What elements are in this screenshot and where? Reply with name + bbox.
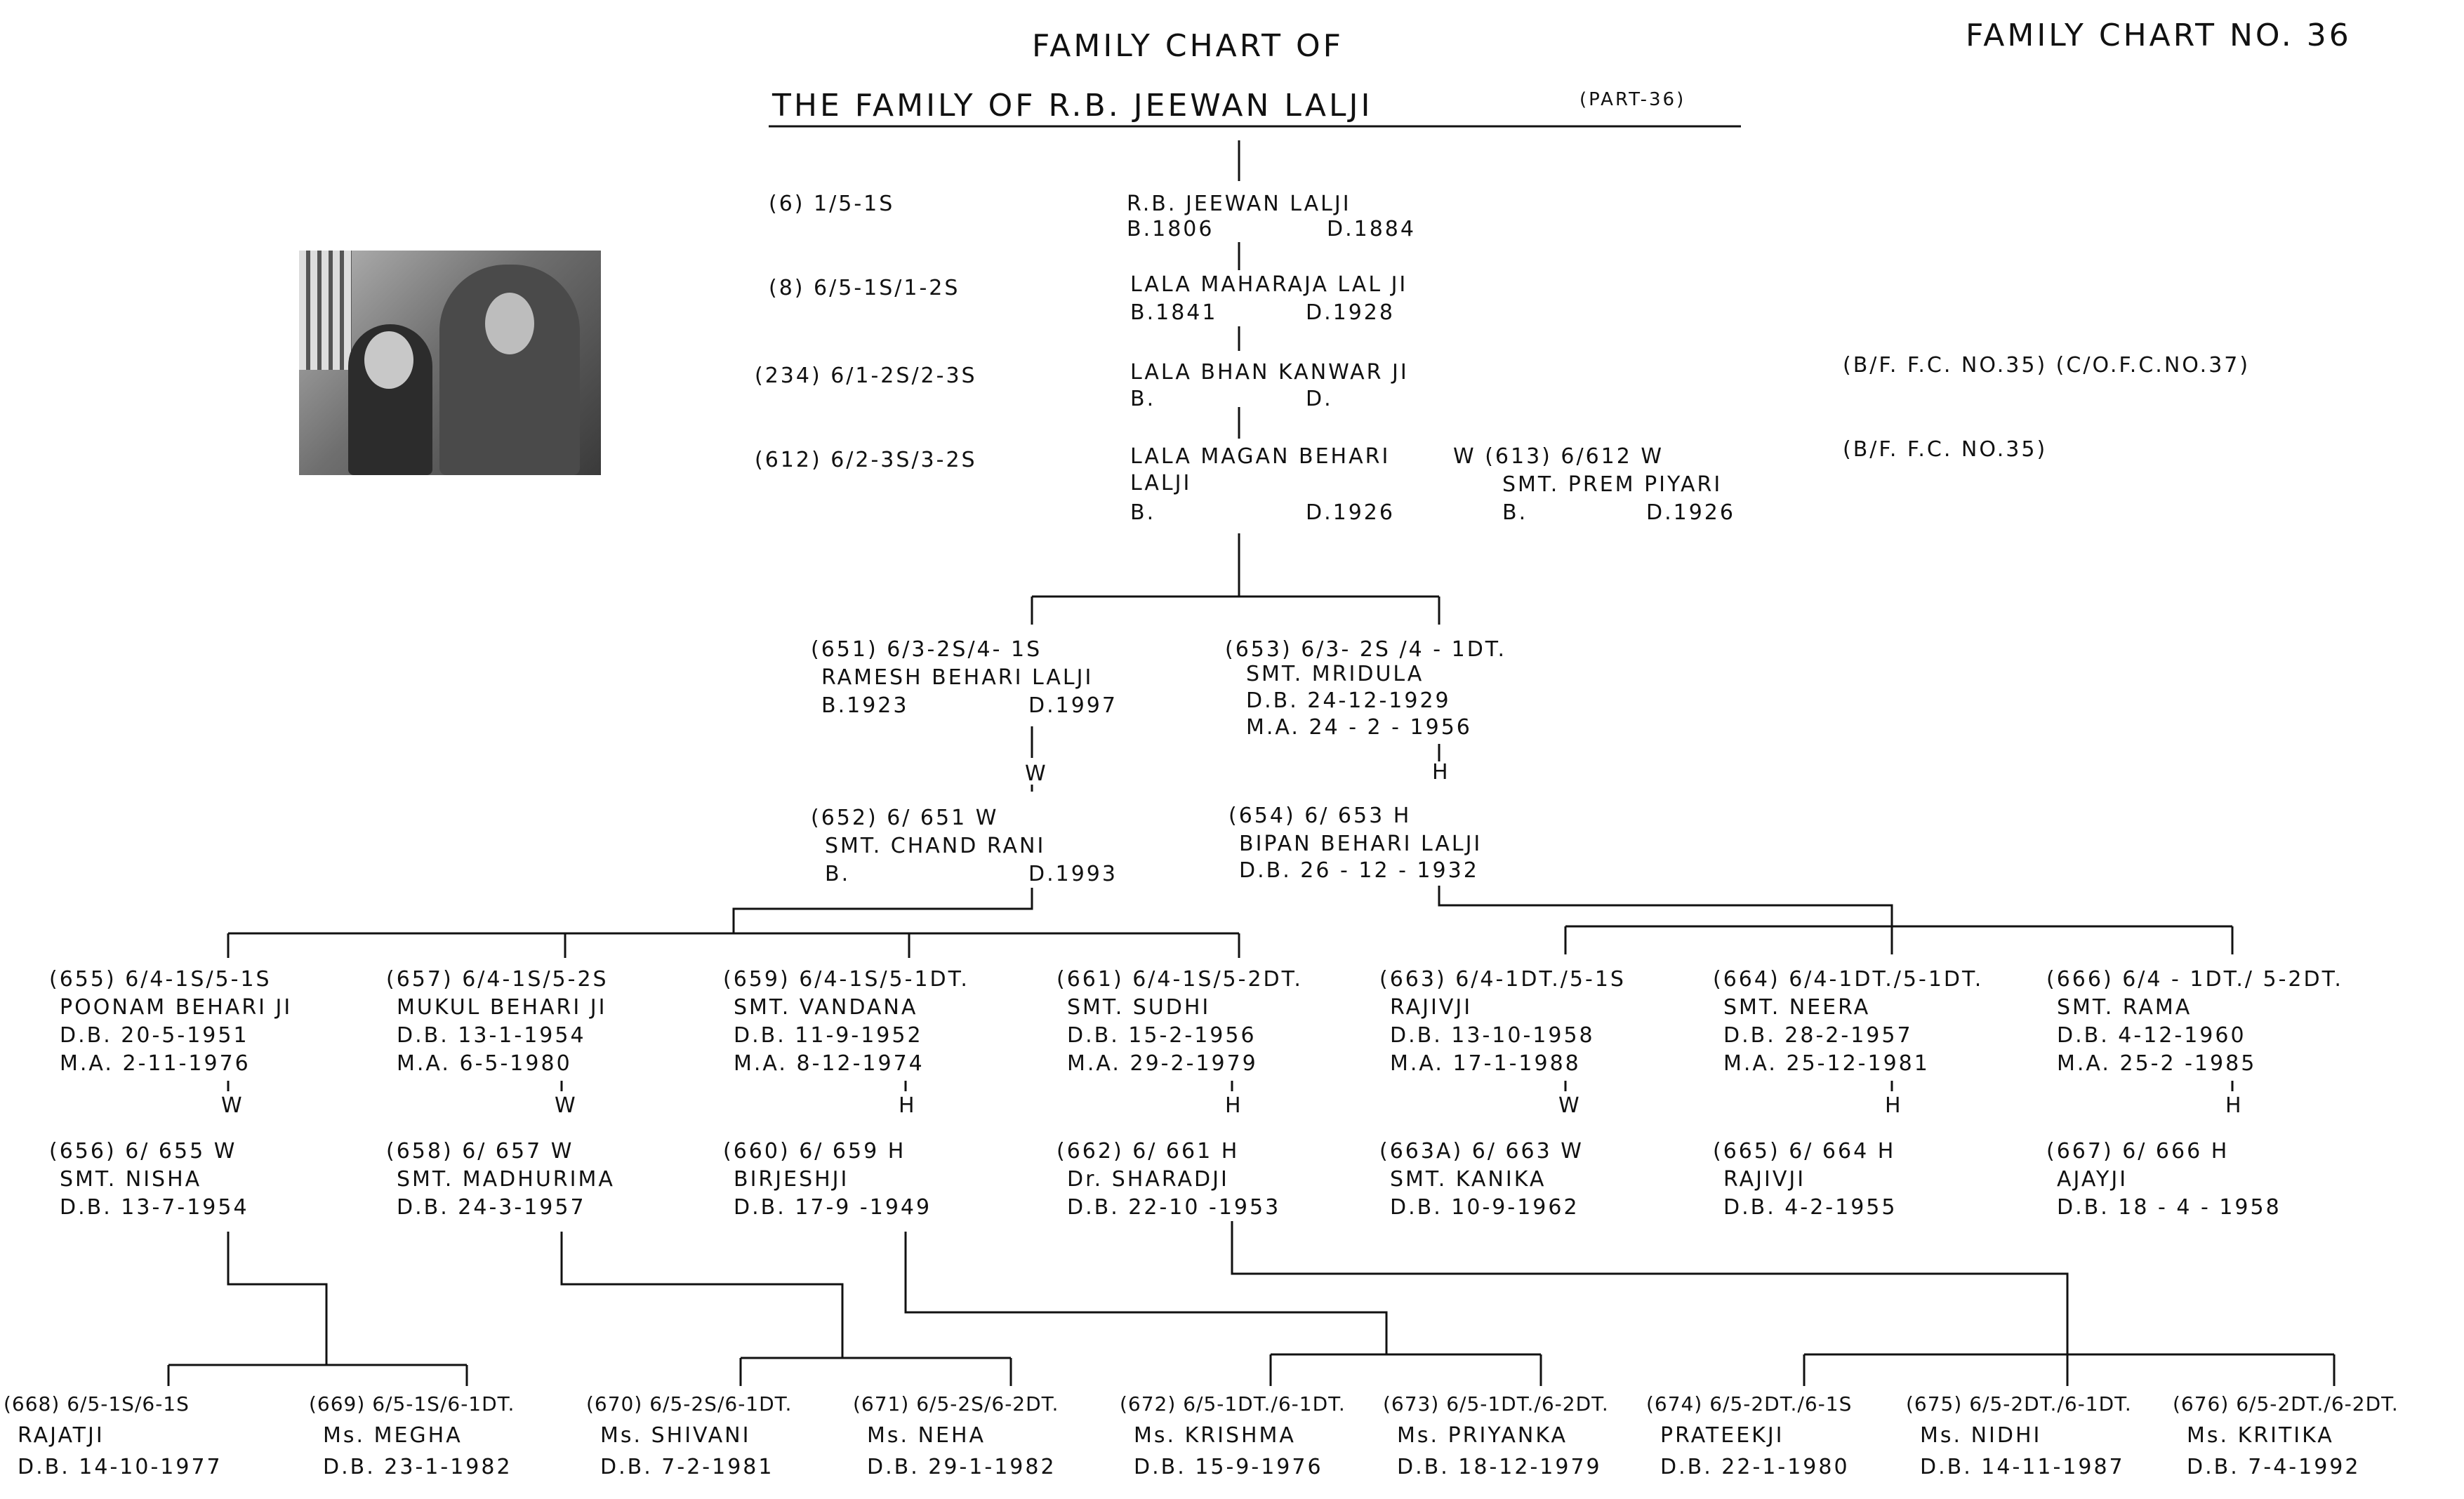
node-612: [755, 437, 2047, 525]
spouse-dob: D.B. 22-10 -1953: [1067, 1195, 1281, 1220]
grandchild-code: (674) 6/5-2DT./6-1S: [1646, 1392, 1853, 1415]
node-code: (612) 6/2-3S/3-2S: [755, 448, 977, 472]
spouse-marker: W: [555, 1093, 578, 1118]
child-marriage: M.A. 29-2-1979: [1067, 1051, 1258, 1076]
grandchild-name: Ms. PRIYANKA: [1397, 1423, 1568, 1448]
child-code: (657) 6/4-1S/5-2S: [386, 967, 609, 992]
spouse-name: SMT. KANIKA: [1390, 1167, 1546, 1192]
child-marriage: M.A. 2-11-1976: [60, 1051, 251, 1076]
grandchild-node: [853, 1392, 1059, 1479]
child-dob: D.B. 28-2-1957: [1723, 1023, 1913, 1048]
node-birth: B.1806: [1127, 217, 1214, 241]
grandchild-dob: D.B. 7-2-1981: [600, 1455, 774, 1479]
child-node: [1713, 967, 1983, 1220]
child-name: RAJIVJI: [1390, 995, 1473, 1020]
spouse-code: W (613) 6/612 W: [1453, 444, 1664, 469]
node-code: (8) 6/5-1S/1-2S: [769, 276, 960, 300]
spouse-code: (667) 6/ 666 H: [2046, 1139, 2230, 1164]
spouse-dob: D.B. 26 - 12 - 1932: [1239, 858, 1479, 883]
grandchild-dob: D.B. 14-11-1987: [1920, 1455, 2125, 1479]
node-birth: B.: [1130, 387, 1156, 411]
child-dob: D.B. 11-9-1952: [734, 1023, 923, 1048]
grandchild-dob: D.B. 14-10-1977: [18, 1455, 223, 1479]
child-code: (655) 6/4-1S/5-1S: [49, 967, 272, 992]
node-birth: B.1923: [821, 693, 909, 718]
link-660-672: [906, 1232, 1386, 1354]
grandchild-code: (669) 6/5-1S/6-1DT.: [309, 1392, 515, 1415]
grandchild-code: (670) 6/5-2S/6-1DT.: [586, 1392, 793, 1415]
grandchild-code: (676) 6/5-2DT./6-2DT.: [2173, 1392, 2399, 1415]
node-code: (653) 6/3- 2S /4 - 1DT.: [1225, 637, 1507, 662]
child-dob: D.B. 13-1-1954: [397, 1023, 586, 1048]
spouse-marker: W: [1558, 1093, 1582, 1118]
child-code: (663) 6/4-1DT./5-1S: [1379, 967, 1626, 992]
grandchild-code: (668) 6/5-1S/6-1S: [4, 1392, 190, 1415]
spouse-marker: H: [899, 1093, 917, 1118]
branch653-down: [1439, 886, 1892, 926]
node-name-cont: LALJI: [1130, 471, 1192, 495]
grandchild-name: PRATEEKJI: [1660, 1423, 1784, 1448]
node-8: [769, 272, 1407, 325]
node-name: R.B. JEEWAN LALJI: [1127, 192, 1351, 216]
spouse-code: (663A) 6/ 663 W: [1379, 1139, 1584, 1164]
node-marriage: M.A. 24 - 2 - 1956: [1246, 715, 1472, 740]
spouse-code: (658) 6/ 657 W: [386, 1139, 574, 1164]
child-marriage: M.A. 25-12-1981: [1723, 1051, 1930, 1076]
grandchild-node: [586, 1392, 792, 1479]
grandchild-node: [1383, 1392, 1609, 1479]
node-code: (651) 6/3-2S/4- 1S: [811, 637, 1042, 662]
grandchild-name: Ms. MEGHA: [323, 1423, 463, 1448]
child-marriage: M.A. 17-1-1988: [1390, 1051, 1581, 1076]
child-dob: D.B. 15-2-1956: [1067, 1023, 1257, 1048]
node-code: (234) 6/1-2S/2-3S: [755, 364, 977, 388]
spouse-marker: H: [1432, 760, 1450, 785]
spouse-code: (665) 6/ 664 H: [1713, 1139, 1896, 1164]
spouse-name: SMT. CHAND RANI: [825, 834, 1046, 858]
child-node: [723, 967, 969, 1220]
spouse-dob: D.B. 17-9 -1949: [734, 1195, 932, 1220]
chart-title-line1: FAMILY CHART OF: [1032, 28, 1344, 64]
node-651: [811, 637, 1118, 886]
child-node: [2046, 967, 2343, 1220]
spouse-birth: B.: [825, 862, 851, 886]
child-dob: D.B. 4-12-1960: [2057, 1023, 2246, 1048]
child-dob: D.B. 20-5-1951: [60, 1023, 249, 1048]
spouse-dob: D.B. 4-2-1955: [1723, 1195, 1897, 1220]
gen7-nodes: [4, 1392, 2399, 1479]
node-name: LALA MAGAN BEHARI: [1130, 444, 1391, 469]
node-code: (6) 1/5-1S: [769, 192, 895, 216]
node-death: D.1928: [1306, 300, 1395, 325]
link-662-674: [1232, 1221, 2067, 1354]
spouse-name: Dr. SHARADJI: [1067, 1167, 1229, 1192]
grandchild-dob: D.B. 22-1-1980: [1660, 1455, 1850, 1479]
child-name: SMT. VANDANA: [734, 995, 918, 1020]
spouse-marker: H: [1885, 1093, 1903, 1118]
child-name: SMT. NEERA: [1723, 995, 1871, 1020]
child-name: SMT. RAMA: [2057, 995, 2192, 1020]
grandchild-dob: D.B. 29-1-1982: [867, 1455, 1057, 1479]
spouse-name: BIPAN BEHARI LALJI: [1239, 832, 1483, 856]
child-node: [1379, 967, 1626, 1220]
grandchild-name: RAJATJI: [18, 1423, 105, 1448]
spouse-name: AJAYJI: [2057, 1167, 2128, 1192]
node-name: LALA BHAN KANWAR JI: [1130, 360, 1409, 385]
gen6-nodes: [49, 967, 2343, 1220]
child-marriage: M.A. 25-2 -1985: [2057, 1051, 2257, 1076]
child-name: MUKUL BEHARI JI: [397, 995, 607, 1020]
grandchild-node: [2173, 1392, 2399, 1479]
node-death: D.1884: [1327, 217, 1416, 241]
grandchild-dob: D.B. 15-9-1976: [1134, 1455, 1323, 1479]
child-marriage: M.A. 8-12-1974: [734, 1051, 925, 1076]
node-name: LALA MAHARAJA LAL JI: [1130, 272, 1408, 297]
spouse-marker: W: [1025, 761, 1048, 786]
chart-number: FAMILY CHART NO. 36: [1966, 18, 2352, 53]
spouse-marker: H: [2225, 1093, 2244, 1118]
spouse-death: D.1993: [1028, 862, 1118, 886]
grandchild-name: Ms. SHIVANI: [600, 1423, 751, 1448]
chart-part-label: (PART-36): [1579, 89, 1686, 110]
spouse-code: (660) 6/ 659 H: [723, 1139, 906, 1164]
node-6: [769, 192, 1416, 241]
branch651-down: [734, 888, 1032, 933]
node-234: [755, 353, 2250, 411]
child-code: (664) 6/4-1DT./5-1DT.: [1713, 967, 1984, 992]
spouse-name: SMT. MADHURIMA: [397, 1167, 615, 1192]
grandchild-name: Ms. KRISHMA: [1134, 1423, 1296, 1448]
grandchild-code: (675) 6/5-2DT./6-1DT.: [1906, 1392, 2132, 1415]
grandchild-code: (672) 6/5-1DT./6-1DT.: [1120, 1392, 1346, 1415]
node-reference: (B/F. F.C. NO.35): [1843, 437, 2048, 462]
spouse-dob: D.B. 24-3-1957: [397, 1195, 586, 1220]
spouse-marker: W: [221, 1093, 244, 1118]
node-death: D.1926: [1306, 500, 1395, 525]
spouse-code: (652) 6/ 651 W: [811, 806, 999, 830]
spouse-name: RAJIVJI: [1723, 1167, 1806, 1192]
spouse-dob: D.B. 10-9-1962: [1390, 1195, 1579, 1220]
grandchild-dob: D.B. 18-12-1979: [1397, 1455, 1602, 1479]
grandchild-node: [4, 1392, 223, 1479]
grandchild-name: Ms. NIDHI: [1920, 1423, 2042, 1448]
spouse-name: SMT. NISHA: [60, 1167, 202, 1192]
spouse-marker: H: [1225, 1093, 1243, 1118]
node-dob: D.B. 24-12-1929: [1246, 688, 1451, 713]
spouse-name: BIRJESHJI: [734, 1167, 849, 1192]
grandchild-code: (673) 6/5-1DT./6-2DT.: [1383, 1392, 1609, 1415]
grandchild-name: Ms. NEHA: [867, 1423, 986, 1448]
grandchild-dob: D.B. 23-1-1982: [323, 1455, 512, 1479]
grandchild-dob: D.B. 7-4-1992: [2187, 1455, 2361, 1479]
grandchild-node: [1906, 1392, 2132, 1479]
node-death: D.: [1306, 387, 1333, 411]
spouse-code: (662) 6/ 661 H: [1057, 1139, 1240, 1164]
spouse-name: SMT. PREM PIYARI: [1502, 472, 1723, 497]
node-birth: B.: [1130, 500, 1156, 525]
child-name: SMT. SUDHI: [1067, 995, 1211, 1020]
child-node: [49, 967, 292, 1220]
child-code: (661) 6/4-1S/5-2DT.: [1057, 967, 1303, 992]
child-dob: D.B. 13-10-1958: [1390, 1023, 1595, 1048]
node-name: SMT. MRIDULA: [1246, 662, 1424, 686]
chart-title-line2: THE FAMILY OF R.B. JEEWAN LALJI: [772, 88, 1373, 124]
child-marriage: M.A. 6-5-1980: [397, 1051, 572, 1076]
grandchild-name: Ms. KRITIKA: [2187, 1423, 2334, 1448]
spouse-birth: B.: [1502, 500, 1528, 525]
spouse-code: (654) 6/ 653 H: [1228, 804, 1412, 828]
grandchild-node: [309, 1392, 515, 1479]
spouse-dob: D.B. 18 - 4 - 1958: [2057, 1195, 2281, 1220]
node-death: D.1997: [1028, 693, 1118, 718]
node-birth: B.1841: [1130, 300, 1218, 325]
child-node: [386, 967, 615, 1220]
child-code: (659) 6/4-1S/5-1DT.: [723, 967, 969, 992]
node-name: RAMESH BEHARI LALJI: [821, 665, 1094, 690]
child-node: [1057, 967, 1303, 1220]
grandchild-code: (671) 6/5-2S/6-2DT.: [853, 1392, 1059, 1415]
spouse-code: (656) 6/ 655 W: [49, 1139, 237, 1164]
child-name: POONAM BEHARI JI: [60, 995, 293, 1020]
link-658-670: [562, 1232, 842, 1358]
child-code: (666) 6/4 - 1DT./ 5-2DT.: [2046, 967, 2343, 992]
spouse-dob: D.B. 13-7-1954: [60, 1195, 249, 1220]
node-653: [1225, 637, 1506, 883]
link-656-668: [228, 1232, 326, 1365]
grandchild-node: [1120, 1392, 1346, 1479]
grandchild-node: [1646, 1392, 1852, 1479]
node-reference: (B/F. F.C. NO.35) (C/O.F.C.NO.37): [1843, 353, 2251, 378]
spouse-death: D.1926: [1646, 500, 1735, 525]
